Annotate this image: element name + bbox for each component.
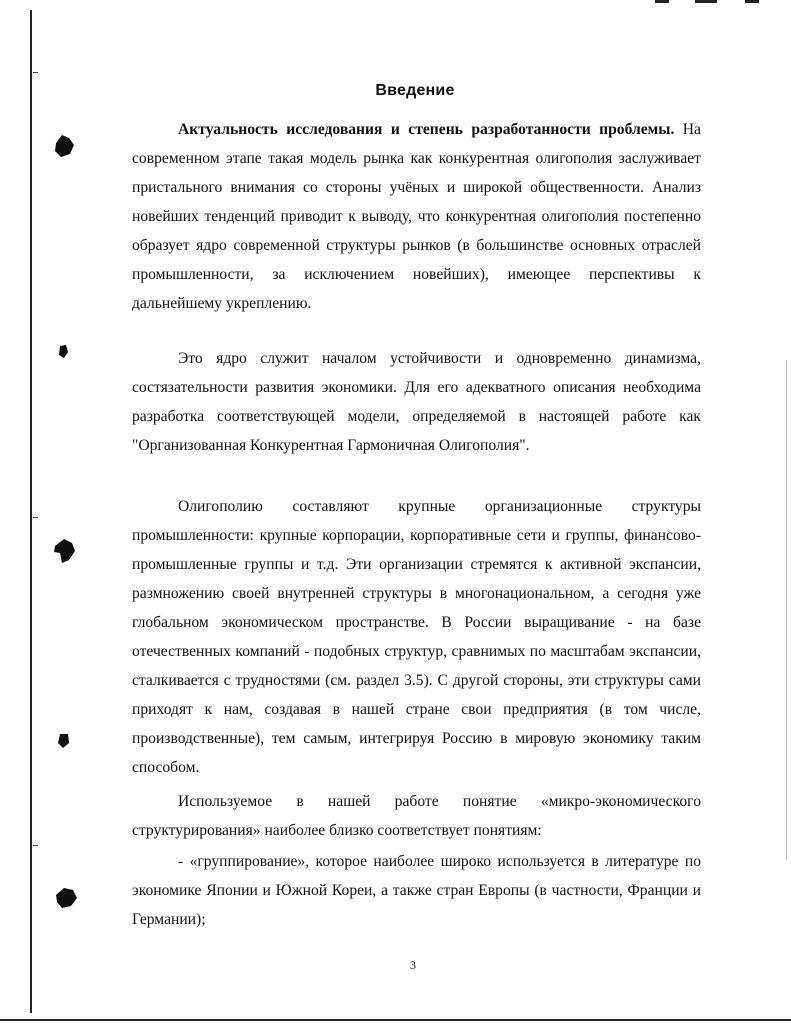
binding-hole-mark	[52, 537, 78, 565]
paragraph-text: Это ядро служит началом устойчивости и одновременно динамизма, состязательности развития экономики. Для его адекватного описания необходима разработка соответствующей модели, определяемой в настоящей работе как "Организованная Конкурентная Гармоничная Олигополия".	[132, 350, 701, 454]
margin-tick	[33, 517, 38, 518]
binding-hole-mark	[52, 730, 76, 752]
scan-bottom-line	[0, 1019, 791, 1021]
paragraph-text: Используемое в нашей работе понятие «микро-экономического структурирования» наиболее близко соответствует понятиям:	[132, 793, 701, 839]
paragraph-concept	[132, 787, 701, 845]
scan-left-edge	[30, 10, 32, 1013]
scan-top-marks	[655, 0, 775, 6]
paragraph-oligopoly	[132, 492, 701, 782]
paragraph-text: Олигополию составляют крупные организационные структуры промышленности: крупные корпорации, корпоративные сети и группы, финансово-промышленные группы и т.д. Эти организации стремятся к активной экспансии, размножению своей внутренней структуры в многонациональном, а сегодня уже глобальном экономическом пространстве. В России выращивание - на базе отечественных компаний - подобных структур, сравнимых по масштабам экспансии, сталкивается с трудностями (см. раздел 3.5). С другой стороны, эти структуры сами приходят к нам, создавая в нашей стране свои предприятия (в том числе, производственные), тем самым, интегрируя Россию в мировую экономику таким способом.	[132, 498, 701, 776]
margin-tick	[33, 845, 38, 846]
paragraph-core	[132, 344, 701, 460]
page-number: 3	[410, 958, 416, 972]
margin-tick	[33, 72, 38, 73]
paragraph-relevance	[132, 115, 701, 318]
binding-hole-mark	[52, 885, 80, 911]
section-heading: Введение	[375, 82, 455, 99]
binding-hole-mark	[52, 133, 76, 159]
paragraph-text: - «группирование», которое наиболее широко используется в литературе по экономике Японии и Южной Кореи, а также стран Европы (в частности, Франции и Германии);	[132, 853, 701, 928]
paragraph-text: На современном этапе такая модель рынка как конкурентная олигополия заслуживает пристального внимания со стороны учёных и широкой общественности. Анализ новейших тенденций приводит к выводу, что конкурентная олигополия постепенно образует ядро современной структуры рынков (в большинстве основных отраслей промышленности, за исключением новейших), имеющее перспективы к дальнейшему укреплению.	[132, 121, 701, 312]
paragraph-grouping	[132, 847, 701, 934]
paragraph-lead: Актуальность исследования и степень разработанности проблемы.	[178, 121, 675, 138]
binding-hole-mark	[52, 342, 76, 362]
scan-right-edge	[786, 360, 787, 860]
